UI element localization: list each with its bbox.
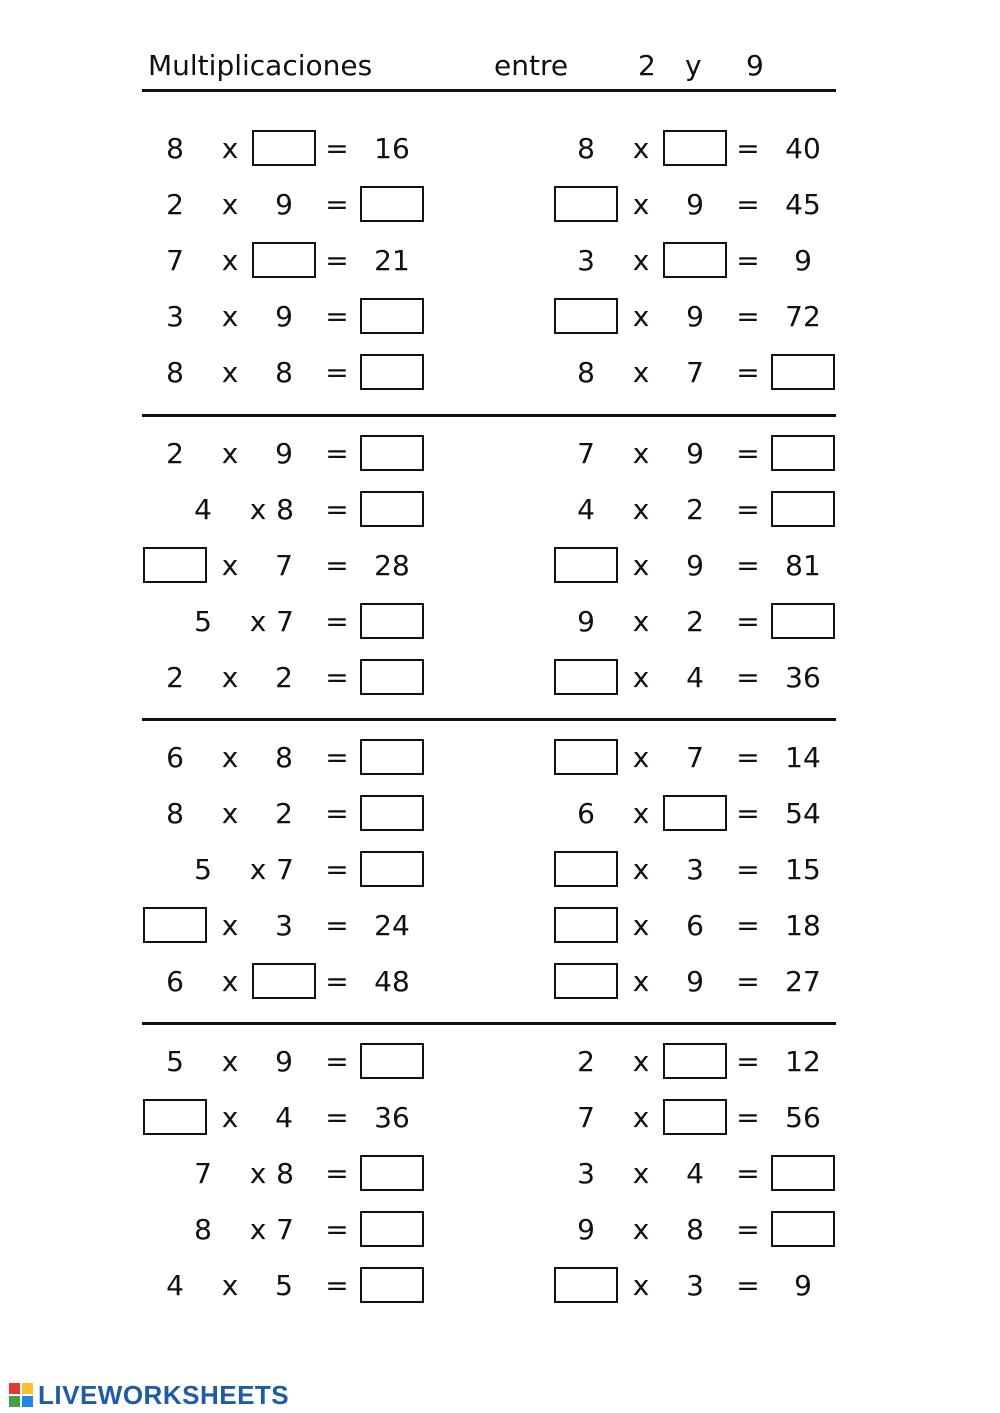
times-sign: x <box>249 493 267 526</box>
exercise-row <box>0 233 1000 289</box>
times-sign: x <box>221 244 239 277</box>
answer-input-factor-a[interactable] <box>556 661 616 693</box>
equals-sign: = <box>325 797 349 830</box>
factor-b: 8 <box>275 356 293 389</box>
equals-sign: = <box>736 661 760 694</box>
answer-box-product[interactable] <box>771 354 835 390</box>
answer-input-factor-a[interactable] <box>556 853 616 885</box>
factor-b: 2 <box>686 605 704 638</box>
factor-b: 9 <box>686 188 704 221</box>
times-sign: x <box>221 1101 239 1134</box>
title-word-y: y <box>685 49 702 82</box>
times-sign: x <box>632 797 650 830</box>
product: 18 <box>785 909 821 942</box>
exercise-row <box>0 594 1000 650</box>
equals-sign: = <box>325 437 349 470</box>
equals-sign: = <box>736 493 760 526</box>
factor-a: 7 <box>577 1101 595 1134</box>
times-sign: x <box>221 300 239 333</box>
times-sign: x <box>632 356 650 389</box>
answer-input-product[interactable] <box>773 1157 833 1189</box>
answer-input-factor-b[interactable] <box>665 1101 725 1133</box>
factor-a: 3 <box>577 1157 595 1190</box>
product: 36 <box>374 1101 410 1134</box>
exercise-row <box>0 538 1000 594</box>
answer-input-factor-b[interactable] <box>665 244 725 276</box>
factor-b: 2 <box>686 493 704 526</box>
answer-input-product[interactable] <box>773 1213 833 1245</box>
equals-sign: = <box>736 909 760 942</box>
factor-a: 7 <box>577 437 595 470</box>
exercise-row <box>0 482 1000 538</box>
times-sign: x <box>221 437 239 470</box>
exercise-row <box>0 177 1000 233</box>
answer-box-factor-a[interactable] <box>554 907 618 943</box>
product: 48 <box>374 965 410 998</box>
answer-input-factor-a[interactable] <box>556 300 616 332</box>
answer-input-product[interactable] <box>773 356 833 388</box>
factor-b: 7 <box>276 853 294 886</box>
product: 81 <box>785 549 821 582</box>
product: 36 <box>785 661 821 694</box>
answer-input-factor-a[interactable] <box>556 549 616 581</box>
times-sign: x <box>632 493 650 526</box>
factor-a: 4 <box>166 1269 184 1302</box>
exercise-row <box>0 650 1000 706</box>
factor-a: 6 <box>166 741 184 774</box>
factor-b: 9 <box>275 1045 293 1078</box>
factor-a: 5 <box>166 1045 184 1078</box>
times-sign: x <box>221 661 239 694</box>
equals-sign: = <box>325 1269 349 1302</box>
factor-a: 6 <box>166 965 184 998</box>
exercise-row <box>0 121 1000 177</box>
equals-sign: = <box>736 132 760 165</box>
times-sign: x <box>632 549 650 582</box>
exercise-row <box>0 345 1000 401</box>
product: 16 <box>374 132 410 165</box>
exercise-row <box>0 1202 1000 1258</box>
equals-sign: = <box>325 1213 349 1246</box>
product: 56 <box>785 1101 821 1134</box>
product: 21 <box>374 244 410 277</box>
answer-box-factor-a[interactable] <box>554 1267 618 1303</box>
factor-a: 2 <box>166 188 184 221</box>
equals-sign: = <box>325 1157 349 1190</box>
times-sign: x <box>221 797 239 830</box>
equals-sign: = <box>325 132 349 165</box>
title-word-entre: entre <box>494 49 569 82</box>
times-sign: x <box>632 965 650 998</box>
brand-name: LIVEWORKSHEETS <box>38 1379 290 1410</box>
equals-sign: = <box>325 853 349 886</box>
answer-input-factor-b[interactable] <box>665 797 725 829</box>
times-sign: x <box>632 661 650 694</box>
brand-blocks-icon <box>8 1382 34 1408</box>
answer-input-factor-b[interactable] <box>665 1045 725 1077</box>
product: 28 <box>374 549 410 582</box>
factor-b: 7 <box>686 741 704 774</box>
answer-box-factor-a[interactable] <box>554 659 618 695</box>
factor-a: 4 <box>194 493 212 526</box>
times-sign: x <box>221 1045 239 1078</box>
equals-sign: = <box>736 1269 760 1302</box>
header-rule <box>142 89 836 92</box>
factor-a: 4 <box>577 493 595 526</box>
factor-a: 3 <box>577 244 595 277</box>
factor-a: 9 <box>577 605 595 638</box>
answer-box-product[interactable] <box>771 435 835 471</box>
factor-b: 7 <box>275 549 293 582</box>
factor-a: 8 <box>166 797 184 830</box>
exercise-row <box>0 954 1000 1010</box>
factor-a: 8 <box>166 132 184 165</box>
equals-sign: = <box>325 909 349 942</box>
product: 15 <box>785 853 821 886</box>
section-divider-2 <box>142 718 836 721</box>
factor-a: 9 <box>577 1213 595 1246</box>
product: 12 <box>785 1045 821 1078</box>
times-sign: x <box>632 1213 650 1246</box>
equals-sign: = <box>736 300 760 333</box>
equals-sign: = <box>325 965 349 998</box>
product: 72 <box>785 300 821 333</box>
exercise-row <box>0 898 1000 954</box>
equals-sign: = <box>325 549 349 582</box>
times-sign: x <box>632 853 650 886</box>
equals-sign: = <box>325 300 349 333</box>
equals-sign: = <box>325 605 349 638</box>
factor-b: 8 <box>276 1157 294 1190</box>
answer-box-factor-a[interactable] <box>554 298 618 334</box>
equals-sign: = <box>736 853 760 886</box>
factor-b: 4 <box>686 661 704 694</box>
answer-input-factor-a[interactable] <box>556 1269 616 1301</box>
factor-a: 2 <box>577 1045 595 1078</box>
factor-a: 2 <box>166 661 184 694</box>
factor-b: 8 <box>686 1213 704 1246</box>
factor-a: 3 <box>166 300 184 333</box>
factor-b: 7 <box>276 605 294 638</box>
times-sign: x <box>632 741 650 774</box>
equals-sign: = <box>736 549 760 582</box>
factor-b: 9 <box>686 965 704 998</box>
product: 24 <box>374 909 410 942</box>
title-word-multiplicaciones: Multiplicaciones <box>148 49 373 82</box>
product: 54 <box>785 797 821 830</box>
answer-input-factor-a[interactable] <box>556 188 616 220</box>
equals-sign: = <box>736 244 760 277</box>
factor-b: 6 <box>686 909 704 942</box>
factor-a: 5 <box>194 853 212 886</box>
factor-b: 9 <box>686 300 704 333</box>
exercise-row <box>0 1146 1000 1202</box>
equals-sign: = <box>736 741 760 774</box>
factor-b: 9 <box>275 437 293 470</box>
times-sign: x <box>632 605 650 638</box>
answer-box-factor-a[interactable] <box>554 739 618 775</box>
answer-box-product[interactable] <box>771 1155 835 1191</box>
product: 27 <box>785 965 821 998</box>
times-sign: x <box>221 965 239 998</box>
equals-sign: = <box>325 661 349 694</box>
answer-input-factor-a[interactable] <box>556 965 616 997</box>
times-sign: x <box>632 1045 650 1078</box>
answer-input-factor-a[interactable] <box>556 909 616 941</box>
factor-a: 2 <box>166 437 184 470</box>
times-sign: x <box>632 188 650 221</box>
equals-sign: = <box>736 1101 760 1134</box>
times-sign: x <box>632 909 650 942</box>
times-sign: x <box>221 356 239 389</box>
factor-b: 4 <box>686 1157 704 1190</box>
factor-b: 4 <box>275 1101 293 1134</box>
factor-b: 8 <box>276 493 294 526</box>
equals-sign: = <box>736 797 760 830</box>
factor-a: 8 <box>194 1213 212 1246</box>
times-sign: x <box>249 605 267 638</box>
times-sign: x <box>221 132 239 165</box>
times-sign: x <box>249 853 267 886</box>
times-sign: x <box>632 1101 650 1134</box>
exercise-row <box>0 786 1000 842</box>
factor-b: 5 <box>275 1269 293 1302</box>
factor-b: 3 <box>686 853 704 886</box>
equals-sign: = <box>325 244 349 277</box>
times-sign: x <box>221 549 239 582</box>
times-sign: x <box>249 1157 267 1190</box>
equals-sign: = <box>325 1101 349 1134</box>
exercise-row <box>0 842 1000 898</box>
answer-box-factor-a[interactable] <box>554 963 618 999</box>
exercise-row <box>0 1090 1000 1146</box>
exercise-row <box>0 426 1000 482</box>
answer-input-product[interactable] <box>773 437 833 469</box>
factor-a: 8 <box>166 356 184 389</box>
answer-input-factor-b[interactable] <box>665 132 725 164</box>
times-sign: x <box>632 1157 650 1190</box>
answer-box-product[interactable] <box>771 1211 835 1247</box>
title-number-min: 2 <box>638 49 656 82</box>
section-divider-1 <box>142 414 836 417</box>
times-sign: x <box>221 1269 239 1302</box>
factor-b: 7 <box>276 1213 294 1246</box>
equals-sign: = <box>736 1157 760 1190</box>
factor-b: 8 <box>275 741 293 774</box>
product: 45 <box>785 188 821 221</box>
answer-box-factor-a[interactable] <box>554 186 618 222</box>
times-sign: x <box>249 1213 267 1246</box>
factor-b: 2 <box>275 797 293 830</box>
equals-sign: = <box>325 1045 349 1078</box>
answer-box-product[interactable] <box>771 603 835 639</box>
brand-logo <box>8 1377 289 1413</box>
factor-b: 3 <box>686 1269 704 1302</box>
times-sign: x <box>221 188 239 221</box>
factor-b: 9 <box>686 437 704 470</box>
factor-a: 8 <box>577 356 595 389</box>
section-divider-3 <box>142 1022 836 1025</box>
answer-input-product[interactable] <box>773 493 833 525</box>
factor-a: 7 <box>166 244 184 277</box>
factor-b: 9 <box>275 188 293 221</box>
title-number-max: 9 <box>746 49 764 82</box>
factor-b: 7 <box>686 356 704 389</box>
answer-input-product[interactable] <box>773 605 833 637</box>
times-sign: x <box>632 1269 650 1302</box>
answer-box-factor-a[interactable] <box>554 851 618 887</box>
equals-sign: = <box>736 188 760 221</box>
answer-input-factor-a[interactable] <box>556 741 616 773</box>
equals-sign: = <box>736 1213 760 1246</box>
times-sign: x <box>221 741 239 774</box>
answer-box-factor-a[interactable] <box>554 547 618 583</box>
equals-sign: = <box>736 605 760 638</box>
factor-a: 6 <box>577 797 595 830</box>
equals-sign: = <box>736 1045 760 1078</box>
product: 9 <box>794 1269 812 1302</box>
times-sign: x <box>221 909 239 942</box>
product: 9 <box>794 244 812 277</box>
exercise-row <box>0 1258 1000 1314</box>
exercise-row <box>0 730 1000 786</box>
factor-b: 2 <box>275 661 293 694</box>
factor-b: 9 <box>686 549 704 582</box>
factor-a: 8 <box>577 132 595 165</box>
times-sign: x <box>632 132 650 165</box>
equals-sign: = <box>325 188 349 221</box>
equals-sign: = <box>736 437 760 470</box>
equals-sign: = <box>736 965 760 998</box>
product: 14 <box>785 741 821 774</box>
factor-b: 9 <box>275 300 293 333</box>
equals-sign: = <box>325 493 349 526</box>
answer-box-product[interactable] <box>771 491 835 527</box>
equals-sign: = <box>325 356 349 389</box>
factor-a: 5 <box>194 605 212 638</box>
times-sign: x <box>632 244 650 277</box>
product: 40 <box>785 132 821 165</box>
exercise-row <box>0 1034 1000 1090</box>
equals-sign: = <box>325 741 349 774</box>
factor-a: 7 <box>194 1157 212 1190</box>
exercise-row <box>0 289 1000 345</box>
factor-b: 3 <box>275 909 293 942</box>
times-sign: x <box>632 300 650 333</box>
equals-sign: = <box>736 356 760 389</box>
times-sign: x <box>632 437 650 470</box>
